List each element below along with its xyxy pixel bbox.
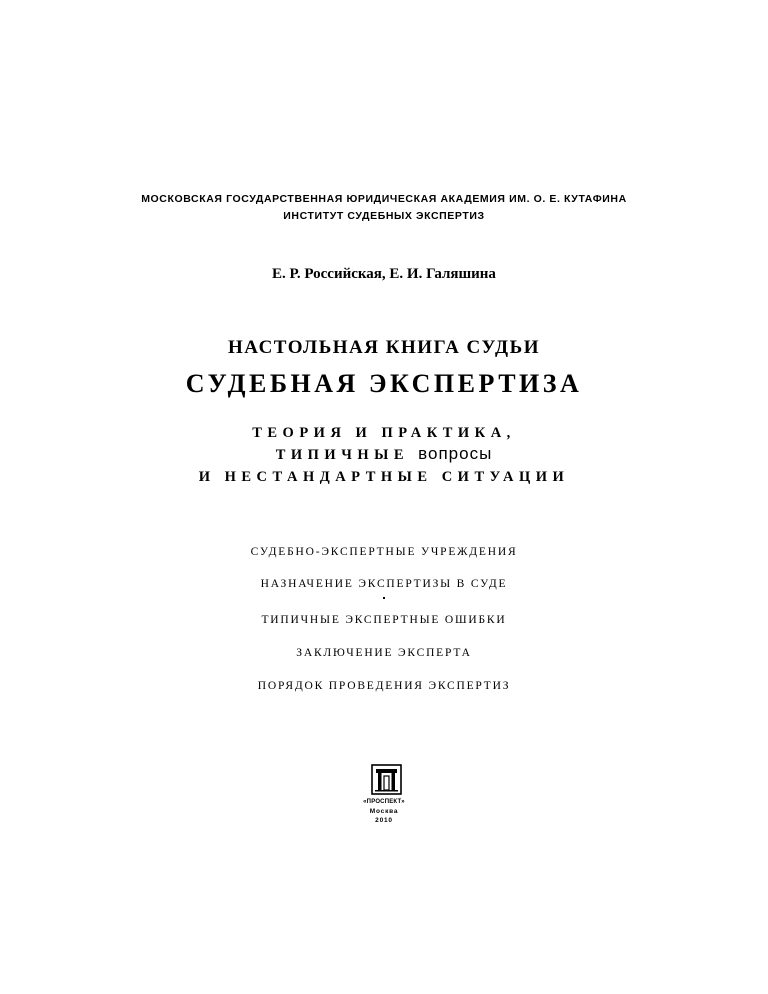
topic-item: СУДЕБНО-ЭКСПЕРТНЫЕ УЧРЕЖДЕНИЯ bbox=[250, 546, 518, 558]
topic-item: НАЗНАЧЕНИЕ ЭКСПЕРТИЗЫ В СУДЕ bbox=[260, 578, 508, 590]
subtitle-line-2-part-1: ТИПИЧНЫЕ bbox=[275, 447, 410, 463]
topic-item: ЗАКЛЮЧЕНИЕ ЭКСПЕРТА bbox=[296, 647, 472, 659]
subtitle-line-3: И НЕСТАНДАРТНЫЕ СИТУАЦИИ bbox=[198, 469, 570, 485]
prospekt-logo-icon bbox=[371, 764, 402, 795]
series-title: НАСТОЛЬНАЯ КНИГА СУДЬИ bbox=[228, 337, 540, 358]
topic-item: ПОРЯДОК ПРОВЕДЕНИЯ ЭКСПЕРТИЗ bbox=[257, 680, 511, 692]
publisher-city: Москва bbox=[369, 808, 399, 815]
publication-year: 2010 bbox=[375, 817, 393, 824]
institute-name: ИНСТИТУТ СУДЕБНЫХ ЭКСПЕРТИЗ bbox=[283, 210, 485, 222]
institution-name: МОСКОВСКАЯ ГОСУДАРСТВЕННАЯ ЮРИДИЧЕСКАЯ АКАДЕМИЯ ИМ. О. Е. КУТАФИНА bbox=[141, 193, 627, 205]
decorative-dot bbox=[383, 597, 385, 599]
topic-item: ТИПИЧНЫЕ ЭКСПЕРТНЫЕ ОШИБКИ bbox=[261, 614, 507, 626]
book-title: СУДЕБНАЯ ЭКСПЕРТИЗА bbox=[185, 369, 583, 398]
publisher-name: «ПРОСПЕКТ» bbox=[363, 799, 405, 805]
authors: Е. Р. Российская, Е. И. Галяшина bbox=[272, 266, 496, 282]
subtitle-line-2-part-2: вопросы bbox=[418, 444, 493, 463]
subtitle-line-2 bbox=[0, 444, 768, 464]
subtitle-line-1: ТЕОРИЯ И ПРАКТИКА, bbox=[252, 425, 516, 441]
